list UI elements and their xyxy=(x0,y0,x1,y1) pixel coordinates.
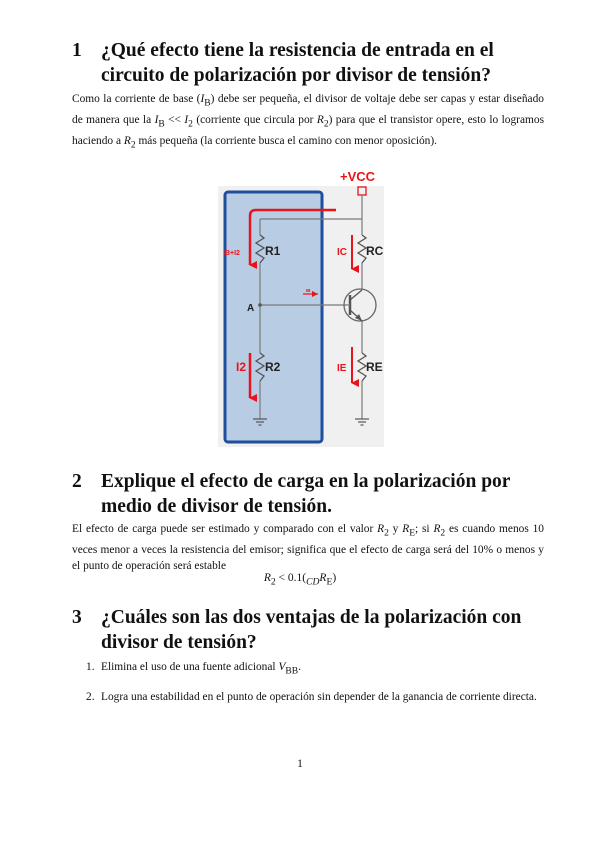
label-ib: IB xyxy=(306,288,311,293)
sub-2: 2 xyxy=(130,139,136,150)
var-r2: R xyxy=(433,523,441,535)
highlight-panel xyxy=(225,192,322,442)
list-item xyxy=(86,689,546,705)
text-run: . xyxy=(298,661,301,673)
label-r2: R2 xyxy=(265,360,281,374)
label-ie: IE xyxy=(337,363,347,374)
section-2-title: Explique el efecto de carga en la polarización por medio de divisor de tensión. xyxy=(101,471,511,517)
var-r2: R xyxy=(316,113,324,126)
eq-sub-cd: CD xyxy=(306,576,320,588)
var-re: R xyxy=(402,523,410,535)
list-number: 1. xyxy=(86,661,95,673)
page-number: 1 xyxy=(297,758,303,770)
vcc-label: +VCC xyxy=(340,169,376,184)
text-run: Elimina el uso de una fuente adicional xyxy=(101,661,279,673)
var-ib: I xyxy=(200,93,205,105)
section-1-heading xyxy=(72,38,542,88)
section-1-paragraph xyxy=(72,91,544,153)
text-run: Logra una estabilidad en el punto de operación sin depender de la ganancia de corriente directa. xyxy=(101,691,537,704)
eq-middle: < 0.1( xyxy=(275,572,307,584)
list-item xyxy=(86,659,546,679)
var-r2: R xyxy=(123,134,131,147)
advantages-list xyxy=(86,659,546,705)
section-1-title: ¿Qué efecto tiene la resistencia de entrada en el circuito de polarización por divisor de tensión? xyxy=(101,40,494,86)
sub-b: B xyxy=(204,98,211,109)
var-i2: I xyxy=(184,113,189,126)
text-run: y xyxy=(388,523,403,535)
sub-2: 2 xyxy=(384,528,389,539)
sub-2: 2 xyxy=(188,119,193,130)
list-text xyxy=(101,659,546,679)
text-run: ) debe ser pequeña, el divisor de voltaje debe ser capas y estar diseñado de manera que la xyxy=(72,93,544,126)
section-3-number: 3 xyxy=(72,607,82,628)
eq-sub-e: E xyxy=(326,576,333,588)
label-rc: RC xyxy=(366,244,384,258)
section-3-heading xyxy=(72,605,542,655)
section-2-number: 2 xyxy=(72,471,82,492)
load-effect-equation xyxy=(0,572,600,587)
sub-e: E xyxy=(409,528,415,539)
eq-sub-2: 2 xyxy=(270,576,276,588)
voltage-divider-circuit-figure xyxy=(218,163,384,447)
eq-var-re: R xyxy=(319,572,327,584)
sub-bb: BB xyxy=(285,666,299,677)
section-3-title: ¿Cuáles son las dos ventajas de la polarización con divisor de tensión? xyxy=(101,607,522,653)
sub-2: 2 xyxy=(440,528,446,539)
label-re: RE xyxy=(366,360,383,374)
sub-2: 2 xyxy=(323,119,329,130)
label-node-a: A xyxy=(247,303,255,314)
label-r1: R1 xyxy=(265,244,281,258)
text-run: << xyxy=(164,113,185,126)
text-run: más pequeña (la corriente busca el camino con menor oposición). xyxy=(135,134,438,147)
section-1-number: 1 xyxy=(72,40,82,61)
label-i2: I2 xyxy=(236,360,247,374)
text-run: ) para que el transistor opere, esto lo logramos haciendo a xyxy=(72,113,545,147)
text-run: ; si xyxy=(415,523,434,535)
var-ib: I xyxy=(154,113,159,126)
var-vbb: V xyxy=(278,661,286,673)
text-run: Como la corriente de base ( xyxy=(72,93,201,105)
section-2-heading xyxy=(72,469,542,519)
var-r2: R xyxy=(377,523,385,535)
eq-end: ) xyxy=(332,572,337,584)
label-ic: IC xyxy=(337,247,347,258)
section-2-paragraph xyxy=(72,521,544,575)
text-run: El efecto de carga puede ser estimado y comparado con el valor xyxy=(72,523,378,535)
eq-var-r: R xyxy=(263,572,271,584)
label-ib-plus-i2: IB+I2 xyxy=(223,250,240,257)
sub-b: B xyxy=(158,119,165,130)
text-run: es cuando menos 10 veces menor a veces la resistencia del emisor; significa que el efecto de carga será del 10% o menos y el punto de operación será estable xyxy=(72,523,545,573)
node-a-dot xyxy=(258,303,262,307)
list-number: 2. xyxy=(86,691,95,704)
text-run: (corriente que circula por xyxy=(192,113,317,126)
list-text xyxy=(101,689,546,705)
